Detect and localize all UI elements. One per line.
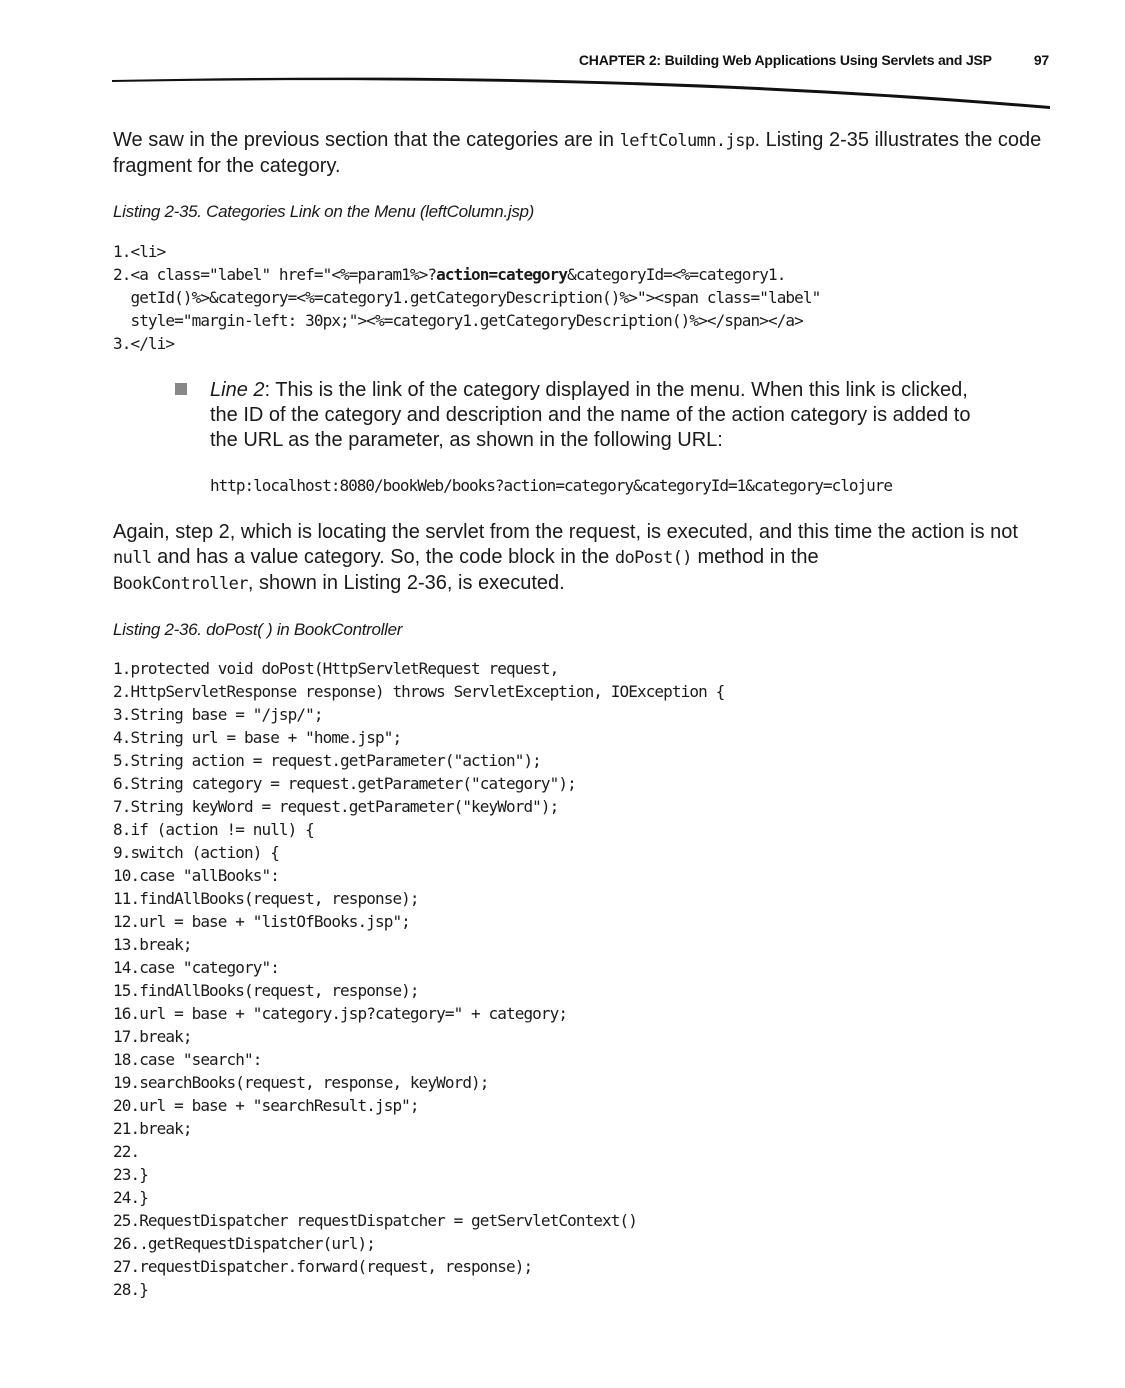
code-line: 18.case "search": [113, 1050, 262, 1069]
code-line: 1.protected void doPost(HttpServletRequest request, [113, 659, 559, 678]
step-text: method in the [691, 546, 819, 568]
inline-code-bookcontroller: BookController [113, 574, 248, 594]
code-line: 7.String keyWord = request.getParameter("keyWord"); [113, 797, 559, 816]
header-rule [112, 72, 1052, 112]
bullet-description: : This is the link of the category displayed in the menu. When this link is clicked, the ID of the category and description and the name of the action category is added to the URL as the parameter, as shown in the following URL: [210, 379, 971, 451]
code-line: 19.searchBooks(request, response, keyWord); [113, 1073, 489, 1092]
inline-code-dopost: doPost() [614, 548, 692, 568]
chapter-title: CHAPTER 2: Building Web Applications Using Servlets and JSP [578, 52, 992, 68]
code-line: 1.<li> [113, 242, 166, 261]
step-paragraph [113, 520, 1048, 597]
code-line: 10.case "allBooks": [113, 866, 279, 885]
code-line: getId()%>&category=<%=category1.getCategoryDescription()%>"><span class="label" [113, 288, 821, 307]
code-line: 11.findAllBooks(request, response); [113, 889, 419, 908]
code-line: 23.} [113, 1165, 148, 1184]
code-line: 26..getRequestDispatcher(url); [113, 1234, 375, 1253]
code-line: 28.} [113, 1280, 148, 1299]
step-text-end: , shown in Listing 2-36, is executed. [247, 572, 565, 594]
code-line: 27.requestDispatcher.forward(request, response); [113, 1257, 533, 1276]
code-line: 5.String action = request.getParameter("action"); [113, 751, 541, 770]
code-line: 9.switch (action) { [113, 843, 279, 862]
code-line: 25.RequestDispatcher requestDispatcher = getServletContext() [113, 1211, 637, 1230]
listing-2-35-caption: Listing 2-35. Categories Link on the Menu (leftColumn.jsp) [113, 202, 535, 221]
code-line: 6.String category = request.getParameter("category"); [113, 774, 576, 793]
example-url: http:localhost:8080/bookWeb/books?action=category&categoryId=1&category=clojure [210, 476, 892, 495]
code-line: 24.} [113, 1188, 148, 1207]
page-number: 97 [1033, 52, 1049, 68]
step-text: and has a value category. So, the code block in the [151, 546, 615, 568]
intro-paragraph [113, 128, 1048, 179]
code-line: 4.String url = base + "home.jsp"; [113, 728, 402, 747]
bullet-item [210, 378, 980, 453]
inline-code-null: null [113, 548, 152, 568]
code-segment: 2.<a class="label" href="<%=param1%>? [113, 265, 437, 284]
code-line: 15.findAllBooks(request, response); [113, 981, 419, 1000]
step-text: Again, step 2, which is locating the servlet from the request, is executed, and this time the action is not [113, 521, 1018, 543]
running-header [579, 52, 1049, 68]
code-line: 21.break; [113, 1119, 192, 1138]
code-line: 2.HttpServletResponse response) throws ServletException, IOException { [113, 682, 725, 701]
code-line: 13.break; [113, 935, 192, 954]
code-line: 8.if (action != null) { [113, 820, 314, 839]
inline-code-leftcolumn: leftColumn.jsp [619, 131, 755, 151]
code-line: 14.case "category": [113, 958, 279, 977]
code-line: 3.String base = "/jsp/"; [113, 705, 323, 724]
code-line [113, 263, 820, 286]
code-line: 17.break; [113, 1027, 192, 1046]
listing-2-35-code [113, 240, 820, 355]
listing-2-36-caption: Listing 2-36. doPost( ) in BookController [113, 620, 403, 639]
code-line: 3.</li> [113, 334, 175, 353]
code-line: 20.url = base + "searchResult.jsp"; [113, 1096, 419, 1115]
intro-text-end: . Listing 2-35 illustrates the code fragment for the category. [113, 129, 1042, 177]
code-line: 16.url = base + "category.jsp?category=" + category; [113, 1004, 568, 1023]
code-line: style="margin-left: 30px;"><%=category1.getCategoryDescription()%></span></a> [113, 311, 803, 330]
listing-2-36-code [113, 657, 724, 1301]
intro-text: We saw in the previous section that the categories are in [113, 129, 620, 151]
code-segment: &categoryId=<%=category1. [567, 265, 786, 284]
bullet-label: Line 2 [210, 379, 265, 401]
code-line: 12.url = base + "listOfBooks.jsp"; [113, 912, 410, 931]
code-line: 22. [113, 1142, 140, 1161]
code-highlight: action=category [436, 265, 568, 284]
square-bullet-icon [175, 383, 187, 395]
